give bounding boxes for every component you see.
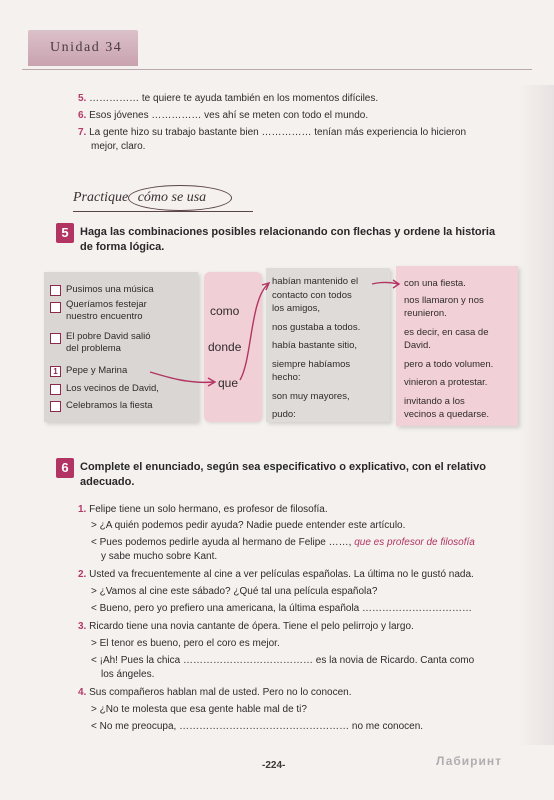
clause-line: son muy mayores, bbox=[272, 390, 350, 402]
clause-line: contacto con todos bbox=[272, 289, 352, 301]
ending-list bbox=[404, 277, 493, 422]
order-checkbox[interactable] bbox=[50, 285, 61, 296]
unit-title bbox=[50, 40, 122, 56]
bleed-through-shadow bbox=[518, 85, 554, 745]
section-oval bbox=[128, 185, 232, 211]
clause-line: habían mantenido el bbox=[272, 276, 359, 287]
ex6-line: y sabe mucho sobre Kant. bbox=[101, 551, 218, 562]
prev-item-7-cont: mejor, claro. bbox=[91, 141, 146, 152]
section-circled: cómo se usa bbox=[137, 190, 207, 205]
ending-line: pero a todo volumen. bbox=[404, 358, 494, 370]
relative-como: como bbox=[210, 304, 240, 318]
ex6-line: 4. Sus compañeros hablan mal de usted. Pero no lo conocen. bbox=[78, 687, 352, 698]
order-checkbox[interactable] bbox=[50, 401, 61, 412]
exercise-5-number: 5 bbox=[56, 223, 74, 243]
ex6-answer-line[interactable]: < No me preocupa, …………………………………………… no me conocen. bbox=[91, 721, 424, 732]
subject-item: Los vecinos de David, bbox=[66, 383, 159, 394]
ex6-line: > ¿A quién podemos pedir ayuda? Nadie puede entender este artículo. bbox=[91, 520, 406, 531]
ex6-line: > ¿No te molesta que esa gente hable mal de ti? bbox=[91, 704, 307, 715]
subject-item: Celebramos la fiesta bbox=[66, 400, 153, 411]
ex6-line: 2. Usted va frecuentemente al cine a ver películas españolas. La última no le gustó nada. bbox=[78, 569, 474, 580]
ex6-line: los ángeles. bbox=[101, 669, 155, 680]
order-checkbox[interactable] bbox=[50, 302, 61, 313]
ex6-answer-line[interactable]: < Bueno, pero yo prefiero una americana, la última española …………………………… bbox=[91, 603, 473, 614]
exercise-5-title: Haga las combinaciones posibles relacionando con flechas y ordene la historia de forma lógica. bbox=[80, 226, 496, 253]
exercise-6-title: Complete el enunciado, según sea especificativo o explicativo, con el relativo adecuado. bbox=[80, 461, 486, 488]
ex6-answer-line[interactable]: < ¡Ah! Pues la chica ………………………………… es la novia de Ricardo. Canta como bbox=[91, 655, 475, 666]
prev-item-6: 6. Esos jóvenes …………… ves ahí se meten con todo el mundo. bbox=[78, 110, 369, 121]
unit-label: Unidad bbox=[50, 40, 101, 55]
ending-line: es decir, en casa de bbox=[404, 326, 489, 338]
clause-line: pudo: bbox=[272, 409, 296, 420]
relative-que: que bbox=[218, 376, 239, 390]
prev-item-7: 7. La gente hizo su trabajo bastante bien …………… tenían más experiencia lo hicieron bbox=[78, 127, 467, 138]
ending-line: invitando a los bbox=[404, 395, 465, 407]
ex6-line: 3. Ricardo tiene una novia cantante de ópera. Tiene el pelo pelirrojo y largo. bbox=[78, 621, 414, 632]
order-checkbox[interactable]: 1 bbox=[50, 366, 61, 377]
section-heading: Practique cómo se usa bbox=[73, 190, 207, 205]
ex6-line: < Pues podemos pedirle ayuda al hermano de Felipe ……, que es profesor de filosofía bbox=[91, 537, 475, 548]
subject-item: Pepe y Marina bbox=[66, 365, 128, 376]
clause-line: los amigos, bbox=[272, 303, 321, 314]
order-checkbox[interactable] bbox=[50, 333, 61, 344]
ending-line: David. bbox=[404, 340, 431, 351]
ending-line: con una fiesta. bbox=[404, 278, 466, 289]
handwritten-answer: que es profesor de filosofía bbox=[354, 537, 475, 548]
order-checkbox[interactable] bbox=[50, 384, 61, 395]
watermark-logo: Лабиринт bbox=[436, 754, 503, 768]
ex6-line: > ¿Vamos al cine este sábado? ¿Qué tal una película española? bbox=[91, 586, 378, 597]
clause-line: había bastante sitio, bbox=[272, 340, 358, 351]
relative-donde: donde bbox=[208, 340, 242, 354]
section-underline bbox=[73, 211, 253, 212]
ending-line: nos llamaron y nos bbox=[404, 294, 484, 306]
page-number: -224- bbox=[262, 760, 286, 771]
unit-number: 34 bbox=[105, 40, 123, 55]
subject-item: El pobre David salió del problema bbox=[66, 331, 151, 354]
clause-line: hecho: bbox=[272, 372, 301, 383]
clause-list bbox=[272, 275, 360, 422]
ex6-line: > El tenor es bueno, pero el coro es mejor. bbox=[91, 638, 280, 649]
exercise-6-number: 6 bbox=[56, 458, 74, 478]
clause-line: siempre habíamos bbox=[272, 358, 351, 370]
ending-line: vinieron a protestar. bbox=[404, 377, 488, 388]
ex6-line: 1. Felipe tiene un solo hermano, es profesor de filosofía. bbox=[78, 504, 328, 515]
prev-item-5: 5. …………… te quiere te ayuda también en los momentos difíciles. bbox=[78, 93, 379, 104]
ending-line: vecinos a quedarse. bbox=[404, 409, 490, 420]
subject-item: Queríamos festejar nuestro encuentro bbox=[66, 299, 147, 322]
subject-item: Pusimos una música bbox=[66, 284, 154, 295]
clause-line: nos gustaba a todos. bbox=[272, 321, 361, 333]
ending-line: reunieron. bbox=[404, 308, 447, 319]
